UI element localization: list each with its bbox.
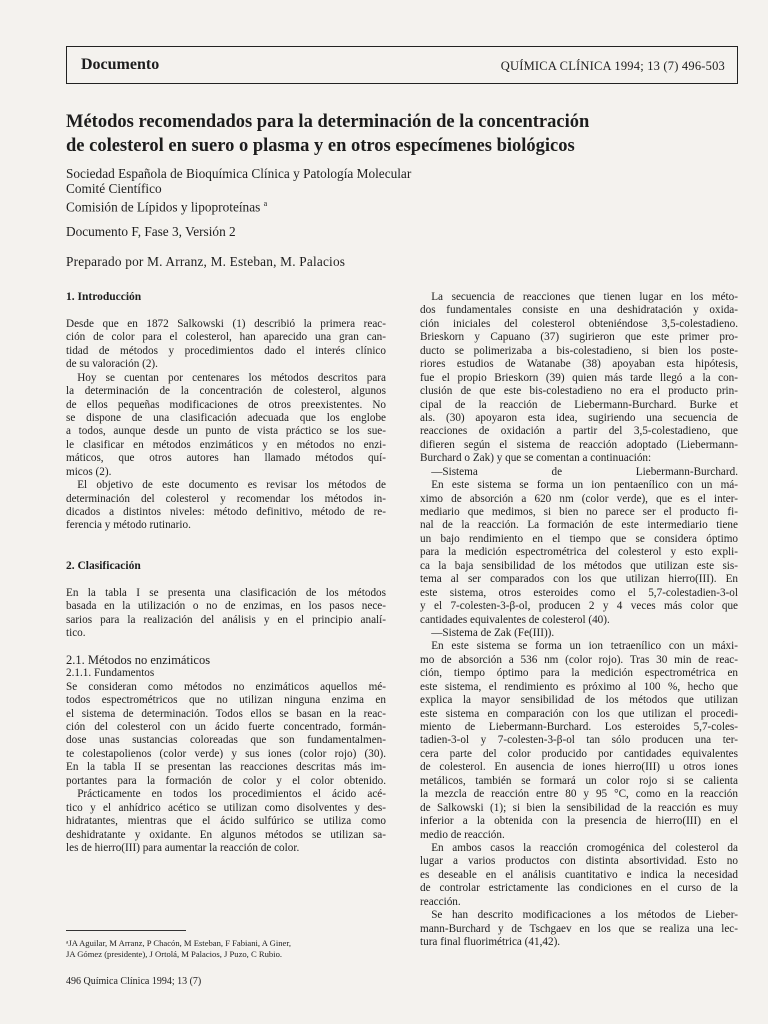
text-line: tema al ser comparados con los que utilizan hierro(III). En (420, 573, 738, 586)
header-box (66, 46, 738, 84)
text-line: de Salkowski (1); si bien la sensibilidad de la reacción es muy (420, 801, 738, 814)
text-line: ximo de absorción a 620 nm (color verde), que es el inter- (420, 492, 738, 505)
text-line: este sistema, otros esteroides como el 5,7-colestadien-3-ol (420, 586, 738, 599)
paragraph-gap (66, 640, 386, 653)
text-line: dicados a distintos niveles: método definitivo, método de re- (66, 506, 386, 518)
affiliation-line-3 (66, 196, 411, 214)
text-line: de controlar estrictamente las condiciones en el curso de la (420, 882, 738, 895)
text-line: Desde que en 1872 Salkowski (1) describió la primera reac- (66, 317, 386, 330)
affiliation-line-2: Comité Científico (66, 181, 162, 196)
text-line: ducto se polimerizaba a bis-colestadieno, si bien los poste- (420, 344, 738, 357)
text-line: nal de la reacción. La formación de este intermediario tiene (420, 519, 738, 532)
text-line: determinación del colesterol y recomendar los métodos in- (66, 492, 386, 505)
right-column (420, 291, 738, 949)
text-line: mediario que medimos, si bien no parece ser el producto fi- (420, 506, 738, 518)
text-line: cera parte del color producido por cantidades equivalentes (420, 747, 738, 760)
page-footer: 496 Química Clínica 1994; 13 (7) (66, 976, 202, 987)
article-title (66, 110, 726, 158)
text-line: es deseable en el análisis cuantitativo e indica la necesidad (420, 868, 738, 881)
text-line: tidad de métodos y procedimientos dado el interés clínico (66, 344, 386, 357)
text-line: Prácticamente en todos los procedimientos el ácido acé- (66, 788, 386, 801)
footnote-line-2: JA Gómez (presidente), J Ortolá, M Palacios, J Puzo, C Rubio. (66, 948, 283, 959)
section-heading: 1. Introducción (66, 291, 142, 303)
text-line: reacción. (420, 895, 461, 908)
text-line: lugar a varios productos con distinta absortividad. Esto no (420, 855, 738, 868)
text-line: En la tabla I se presenta una clasificación de los métodos (66, 586, 386, 599)
paragraph-gap (66, 533, 386, 546)
text-line: explica la mayor sensibilidad de los métodos que utilizan (420, 694, 738, 707)
text-line: cipal de la reacción de Liebermann-Burchard. Burke et (420, 398, 738, 411)
text-line: ción iniciales del colesterol obteniéndose 3,5-colestadieno. (420, 317, 738, 330)
text-line: —Sistema de Zak (Fe(III)). (420, 626, 555, 639)
text-line: mann-Burchard y de Tschgaev en los que se realiza una lec- (420, 922, 738, 935)
text-line: se dispone de una clasificación adecuada que los englobe (66, 411, 386, 424)
subsection-heading: 2.1. Métodos no enzimáticos (66, 652, 211, 667)
footnote (66, 938, 291, 959)
text-line: de colesterol. En ausencia de iones hierro(III) u otros iones (420, 761, 738, 774)
affiliation-line-3-text: Comisión de Lípidos y lipoproteínas (66, 199, 261, 215)
paragraph-gap (66, 304, 386, 317)
text-line: El objetivo de este documento es revisar los métodos de (66, 479, 386, 492)
text-line: micos (2). (66, 465, 112, 478)
prepared-by: Preparado por M. Arranz, M. Esteban, M. Palacios (66, 254, 346, 269)
text-line: tico y el anhídrico acético se utilizan como disolventes y des- (66, 801, 386, 814)
text-line: dos fundamentales consiste en una deshidratación y oxida- (420, 304, 738, 317)
text-line: difieren según el sistema de reacción adoptado (Liebermann- (420, 438, 738, 451)
footnote-line-1: ᵃJA Aguilar, M Arranz, P Chacón, M Esteban, F Fabiani, A Giner, (66, 938, 291, 948)
text-line: te colestapolienos (color verde) y sus iones (color rojo) (30). (66, 747, 386, 760)
text-line: fue el propio Brieskorn (39) quien más tarde llegó a la con- (420, 371, 738, 384)
text-line: En este sistema se forma un ion tetraenílico con un máxi- (420, 640, 738, 653)
text-line: miento de Liebermann-Burchard. Los esteroides 5,7-coles- (420, 721, 738, 733)
text-line: todos espectrométricos que no utilizan ninguna enzima en (66, 694, 386, 707)
affiliation-line-1: Sociedad Española de Bioquímica Clínica y Patología Molecular (66, 166, 412, 181)
text-line: medio de reacción. (420, 828, 505, 841)
text-line: este sistema en comparación con los que utilizan el procedi- (420, 707, 738, 720)
text-line: para la medición espectrométrica del colesterol y esto expli- (420, 546, 738, 559)
text-line: clusión de que este bis-colestadieno no era el producto prin- (420, 385, 738, 398)
title-line-2: de colesterol en suero o plasma y en otros especímenes biológicos (66, 136, 575, 156)
journal-citation: QUÍMICA CLÍNICA 1994; 13 (7) 496-503 (500, 59, 725, 73)
text-line: tura final fluorimétrica (41,42). (420, 936, 561, 948)
text-line: En este sistema se forma un ion pentaenílico con un má- (420, 479, 738, 492)
text-line: hidratantes, mientras que el ácido sulfúrico se utiliza como (66, 815, 386, 828)
text-line: reacciones de oxidación a partir del 3,5-colestadieno, que (420, 425, 738, 438)
text-line: als. (30) apoyaron esta idea, sugiriendo una secuencia de (420, 411, 738, 424)
text-line: y el 7-colesten-3-β-ol, producen 2 y 4 veces más color que (420, 600, 738, 613)
text-line: En la tabla II se presentan las reacciones descritas más im- (66, 761, 386, 774)
left-column (66, 291, 386, 855)
text-line: dose unas sustancias coloreadas que son fundamentalmen- (66, 734, 386, 747)
text-line: mo de absorción a 536 nm (color rojo). Tras 30 min de reac- (420, 653, 738, 666)
text-line: ción del colesterol con un ácido fuerte concentrado, formán- (66, 721, 386, 733)
text-line: a todos, aunque desde un punto de vista práctico se los sue- (66, 425, 386, 438)
affiliation (66, 166, 411, 214)
text-line: tadien-3-ol y 7-colesten-3-β-ol tan sólo producen una ter- (420, 734, 738, 747)
paragraph-gap (66, 573, 386, 586)
text-line: —Sistema de Liebermann-Burchard. (420, 465, 738, 478)
text-line: 2.1.1. Fundamentos (66, 667, 155, 680)
text-line: ción de color para el colesterol, han aparecido una gran can- (66, 331, 386, 344)
text-line: el sistema de determinación. Todos ellos se basan en la reac- (66, 707, 386, 720)
text-line: sarios para la realización del análisis y en el principio analí- (66, 613, 386, 626)
text-line: les de hierro(III) para aumentar la reacción de color. (66, 841, 300, 854)
text-line: máticos, que otros autores han llamado métodos quí- (66, 452, 386, 465)
text-line: Se consideran como métodos no enzimáticos aquellos mé- (66, 680, 386, 693)
section-heading: 2. Clasificación (66, 559, 141, 572)
text-line: basada en la utilización o no de enzimas, en los pasos nece- (66, 600, 386, 613)
text-line: En ambos casos la reacción cromogénica del colesterol da (420, 841, 738, 854)
text-line: de su valoración (2). (66, 358, 158, 371)
text-line: la mezcla de reacción entre 80 y 95 °C, como en la reacción (420, 788, 738, 801)
text-line: Brieskorn y Capuano (37) sugirieron que este primer pro- (420, 331, 738, 344)
section-label: Documento (81, 56, 160, 73)
text-line: metálicos, también se formará un color rojo si se calienta (420, 774, 738, 787)
text-line: inferior a la obtenida con la presencia de hierro(III) en el (420, 815, 738, 828)
text-line: deshidratante y oxidante. En algunos métodos se utilizan sa- (66, 828, 386, 841)
text-line: La secuencia de reacciones que tienen lugar en los méto- (420, 291, 738, 303)
text-line: tico. (66, 626, 86, 639)
text-line: portantes para la formación de color y el color obtenido. (66, 774, 386, 787)
text-line: ferencia y método rutinario. (66, 519, 191, 532)
text-line: Hoy se cuentan por centenares los métodos descritos para (66, 371, 386, 384)
text-line: la determinación de la concentración de colesterol, algunos (66, 385, 386, 398)
text-line: Burchard o Zak) y que se comentan a continuación: (420, 452, 652, 465)
text-line: cantidades equivalentes de colesterol (40). (420, 613, 610, 626)
text-line: riores estudios de Watanabe (38) apoyaban esta hipótesis, (420, 358, 738, 371)
title-line-1: Métodos recomendados para la determinación de la concentración (66, 112, 590, 132)
text-line: Se han descrito modificaciones a los métodos de Lieber- (420, 909, 738, 922)
text-line: ca la baja sensibilidad de los métodos que utilizan este sis- (420, 559, 738, 572)
text-line: este sistema, el rendimiento es próximo al 100 %, hecho que (420, 680, 738, 693)
text-line: de ellos pequeñas modificaciones de otros preexistentes. No (66, 398, 386, 411)
paragraph-gap (66, 546, 386, 559)
text-line: ción, tiempo óptimo para la medición espectrométrica en (420, 667, 738, 680)
document-version: Documento F, Fase 3, Versión 2 (66, 224, 236, 239)
footnote-rule (66, 930, 186, 931)
affiliation-footnote-mark: a (263, 199, 268, 208)
text-line: le clasificar en métodos enzimáticos y en métodos no enzi- (66, 438, 386, 451)
text-line: un bajo rendimiento en el tiempo que se considera óptimo (420, 532, 738, 545)
